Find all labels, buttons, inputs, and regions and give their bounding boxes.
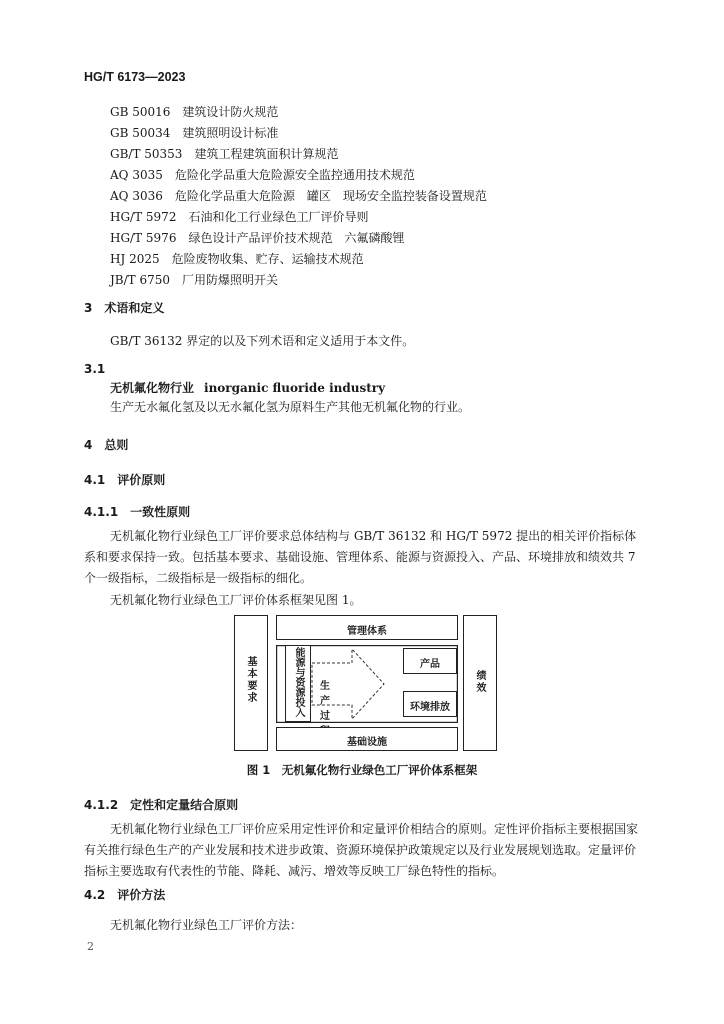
reference-item: JB/T 6750 厂用防爆照明开关 xyxy=(110,273,279,287)
subsection-heading: 4.2 评价方法 xyxy=(84,888,166,902)
subsection-heading: 4.1.2 定性和定量结合原则 xyxy=(84,798,239,812)
reference-item: GB/T 50353 建筑工程建筑面积计算规范 xyxy=(110,147,339,161)
paragraph: 无机氟化物行业绿色工厂评价应采用定性评价和定量评价相结合的原则。定性评价指标主要根据国家有关推行绿色生产的产业发展和技术进步政策、资源环境保护政策规定以及行业发展规划选取。定量评价指标主要选取有代表性的节能、降耗、减污、增效等反映工厂绿色特性的指标。 xyxy=(84,822,639,878)
standard-code: HG/T 6173—2023 xyxy=(84,70,186,84)
section-heading: 3 术语和定义 xyxy=(84,301,165,315)
paragraph: GB/T 36132 界定的以及下列术语和定义适用于本文件。 xyxy=(110,334,415,348)
reference-item: AQ 3035 危险化学品重大危险源安全监控通用技术规范 xyxy=(110,168,415,182)
reference-item: HJ 2025 危险废物收集、贮存、运输技术规范 xyxy=(110,252,364,266)
page-number: 2 xyxy=(87,940,94,953)
term-definition: 生产无水氟化氢及以无水氟化氢为原料生产其他无机氟化物的行业。 xyxy=(110,400,471,414)
performance-box xyxy=(463,615,497,751)
infrastructure-box xyxy=(276,727,458,751)
term-number: 3.1 xyxy=(84,362,106,376)
section-heading: 4 总则 xyxy=(84,438,129,452)
management-system-box xyxy=(276,615,458,640)
paragraph: 无机氟化物行业绿色工厂评价体系框架见图 1。 xyxy=(110,593,362,607)
term-chinese: 无机氟化物行业 xyxy=(110,381,195,395)
reference-item: HG/T 5976 绿色设计产品评价技术规范 六氟磷酸锂 xyxy=(110,231,405,245)
product-label: 产品 xyxy=(420,659,440,670)
term-english: inorganic fluoride industry xyxy=(204,381,386,395)
reference-item: HG/T 5972 石油和化工行业绿色工厂评价导则 xyxy=(110,210,369,224)
subsection-heading: 4.1 评价原则 xyxy=(84,473,166,487)
production-process-label: 生产过 xyxy=(320,681,330,722)
term-title xyxy=(110,379,385,396)
energy-input-box xyxy=(285,645,311,722)
infrastructure-label: 基础设施 xyxy=(347,737,387,748)
energy-input-label: 能源与资源投入 xyxy=(293,647,304,717)
emission-label: 环境排放 xyxy=(410,702,450,713)
figure-caption: 图 1 无机氟化物行业绿色工厂评价体系框架 xyxy=(246,763,478,777)
paragraph: 无机氟化物行业绿色工厂评价方法： xyxy=(110,918,303,932)
subsection-heading: 4.1.1 一致性原则 xyxy=(84,505,191,519)
performance-label: 绩效 xyxy=(474,670,485,694)
basic-requirements-label: 基本要求 xyxy=(245,656,256,704)
paragraph: 无机氟化物行业绿色工厂评价要求总体结构与 GB/T 36132 和 HG/T 5972 提出的相关评价指标体系和要求保持一致。包括基本要求、基础设施、管理体系、能源与资源投入、产品、环境排放和绩效共 7 个一级指标，二级指标是一级指标的细化。 xyxy=(84,529,637,585)
management-system-label: 管理体系 xyxy=(347,626,387,637)
basic-requirements-box xyxy=(234,615,268,751)
reference-item: GB 50016 建筑设计防火规范 xyxy=(110,105,279,119)
reference-item: GB 50034 建筑照明设计标准 xyxy=(110,126,279,140)
reference-item: AQ 3036 危险化学品重大危险源 罐区 现场安全监控装备设置规范 xyxy=(110,189,487,203)
emission-box xyxy=(403,691,457,717)
product-box xyxy=(403,648,457,674)
